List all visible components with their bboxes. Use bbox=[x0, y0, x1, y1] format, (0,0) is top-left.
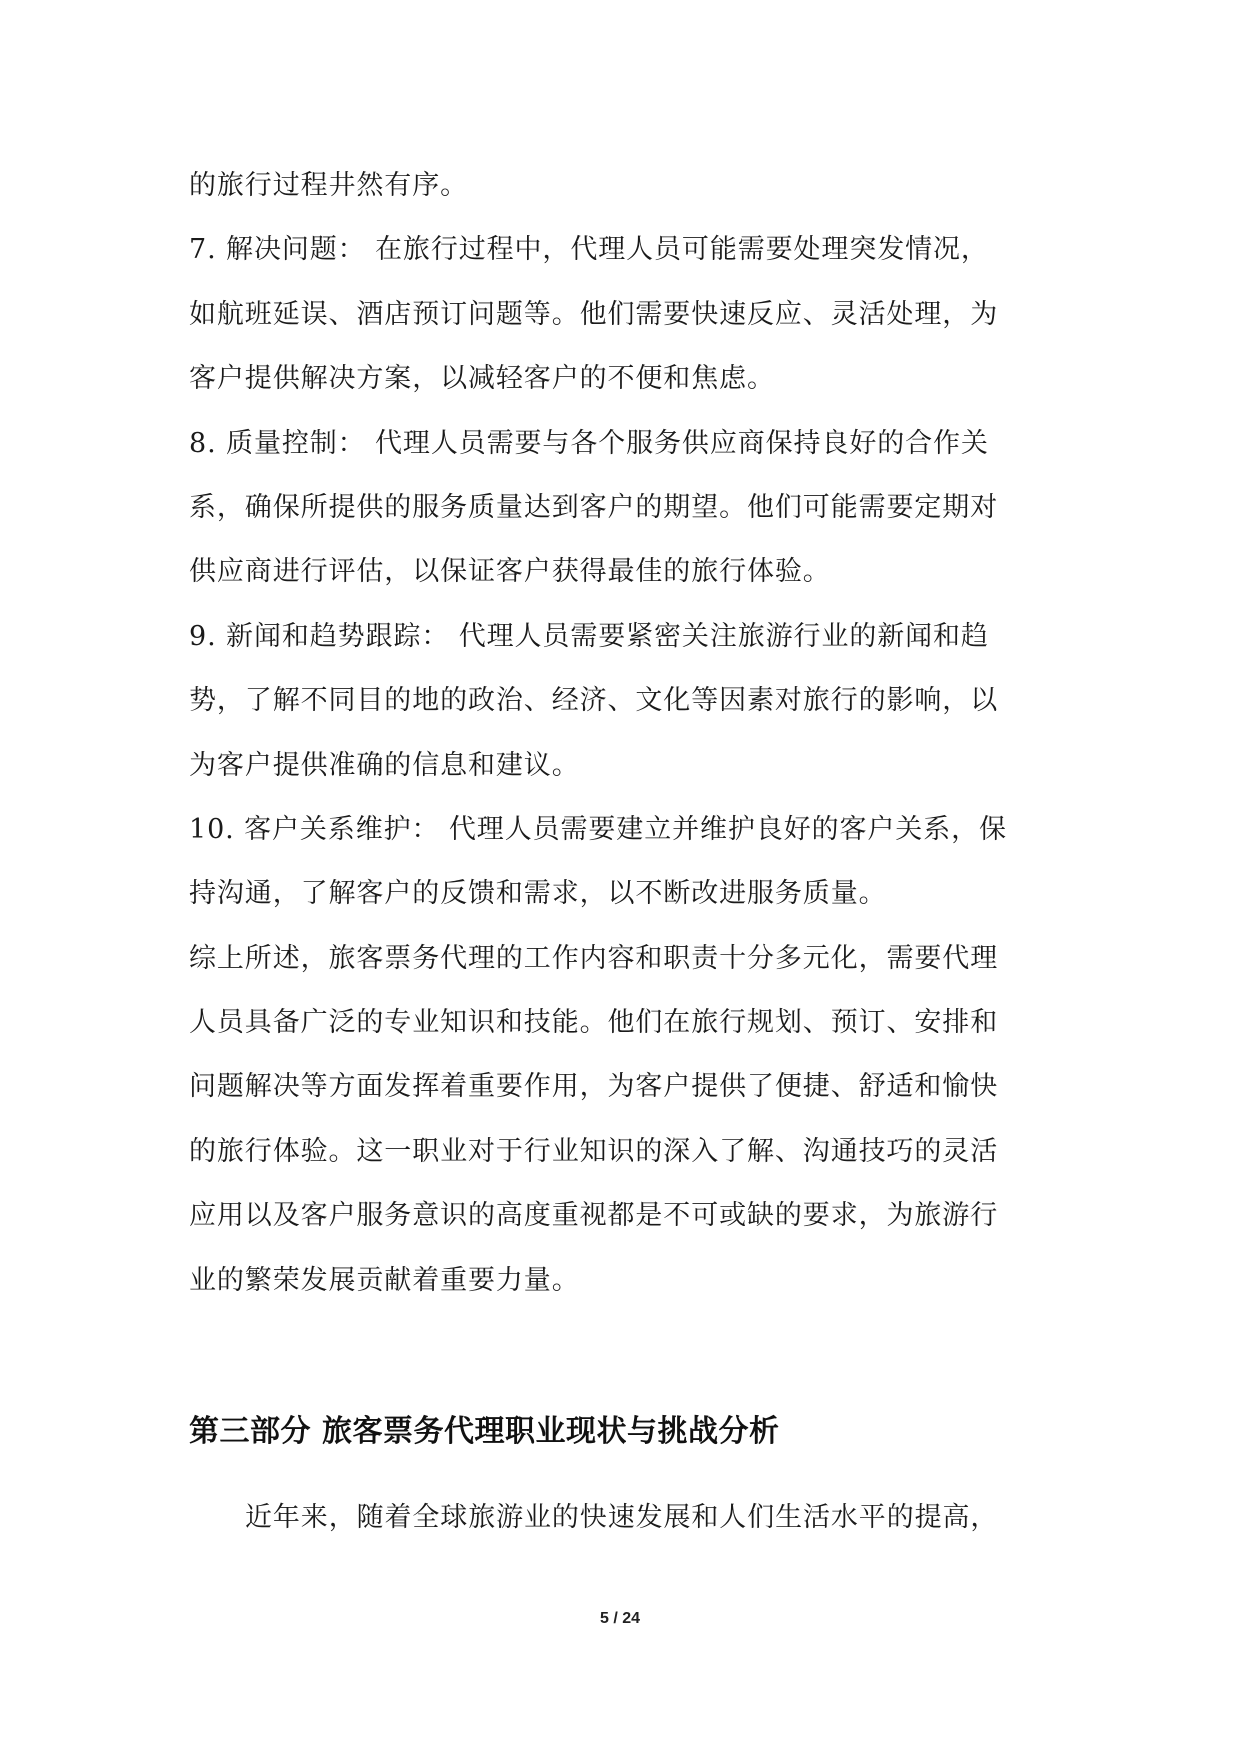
text-line: 系，确保所提供的服务质量达到客户的期望。他们可能需要定期对 bbox=[189, 491, 999, 523]
page-number: 5 / 24 bbox=[599, 1610, 641, 1627]
text-line: 势，了解不同目的地的政治、经济、文化等因素对旅行的影响，以 bbox=[189, 685, 999, 717]
body-text bbox=[189, 154, 1059, 1313]
text-line: 8. 质量控制： 代理人员需要与各个服务供应商保持良好的合作关 bbox=[189, 427, 989, 459]
text-line: 的旅行过程井然有序。 bbox=[189, 170, 468, 201]
text-line: 人员具备广泛的专业知识和技能。他们在旅行规划、预订、安排和 bbox=[189, 1007, 999, 1039]
text-line: 供应商进行评估，以保证客户获得最佳的旅行体验。 bbox=[189, 556, 831, 588]
text-line: 综上所述，旅客票务代理的工作内容和职责十分多元化，需要代理 bbox=[189, 942, 999, 974]
text-line: 7. 解决问题： 在旅行过程中，代理人员可能需要处理突发情况， bbox=[189, 234, 989, 266]
section-first-line: 近年来，随着全球旅游业的快速发展和人们生活水平的提高， bbox=[245, 1502, 999, 1533]
text-line: 持沟通，了解客户的反馈和需求，以不断改进服务质量。 bbox=[189, 878, 887, 910]
text-line: 业的繁荣发展贡献着重要力量。 bbox=[189, 1264, 580, 1296]
section-heading: 第三部分 旅客票务代理职业现状与挑战分析 bbox=[189, 1414, 780, 1449]
text-line: 问题解决等方面发挥着重要作用，为客户提供了便捷、舒适和愉快 bbox=[189, 1071, 999, 1103]
text-line: 10. 客户关系维护： 代理人员需要建立并维护良好的客户关系，保 bbox=[189, 813, 1007, 845]
text-line: 9. 新闻和趋势跟踪： 代理人员需要紧密关注旅游行业的新闻和趋 bbox=[189, 620, 989, 652]
text-line: 应用以及客户服务意识的高度重视都是不可或缺的要求，为旅游行 bbox=[189, 1200, 999, 1232]
text-line: 客户提供解决方案，以减轻客户的不便和焦虑。 bbox=[189, 363, 775, 395]
text-line: 的旅行体验。这一职业对于行业知识的深入了解、沟通技巧的灵活 bbox=[189, 1135, 999, 1167]
text-line: 如航班延误、酒店预订问题等。他们需要快速反应、灵活处理，为 bbox=[189, 298, 999, 330]
text-line: 为客户提供准确的信息和建议。 bbox=[189, 749, 580, 781]
